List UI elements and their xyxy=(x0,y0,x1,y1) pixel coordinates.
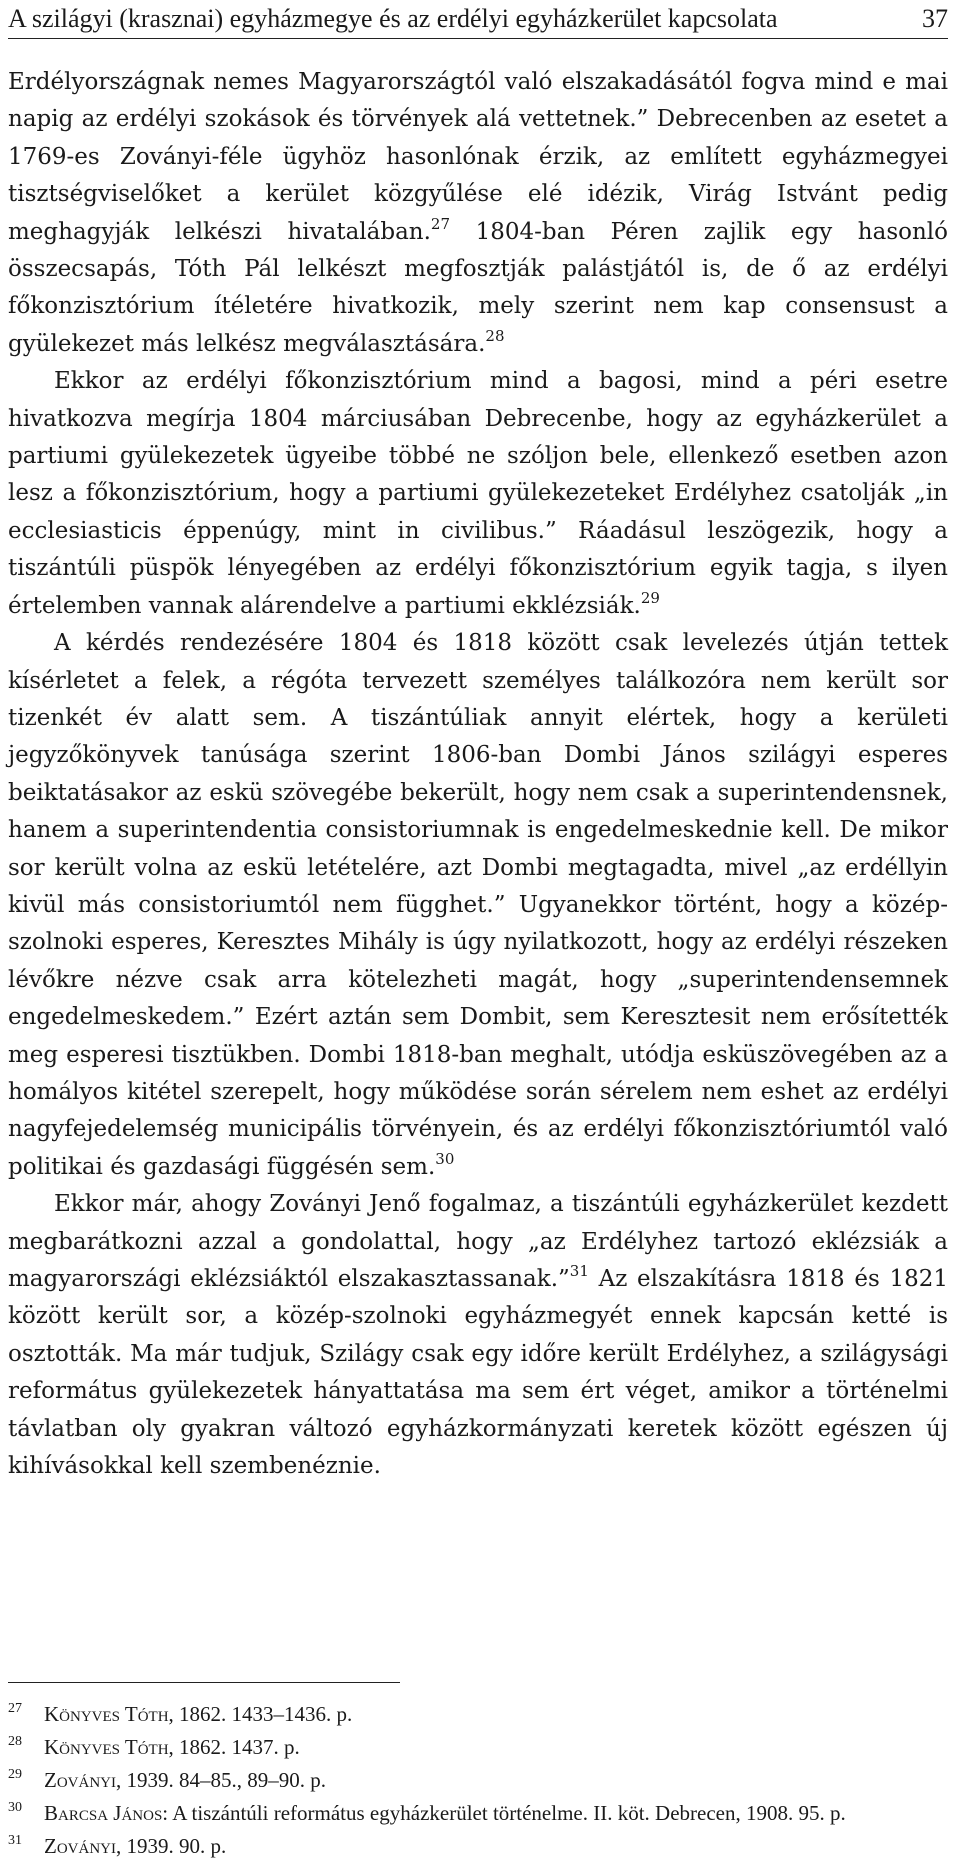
footnote-number: 29 xyxy=(8,1767,22,1782)
text-run: Erdélyországnak nemes Magyarországtól való elszakadásától fogva mind e mai napig az erdélyi szokások és törvények alá vettetnek.” Debrecenben az esetet a 1769-es Zoványi-féle ügyhöz hasonlónak érzik, az említett egyházmegyei tisztségviselőket a kerület közgyűlése elé idézik, Virág Istvánt pedig meghagyják lelkészi hivatalában. xyxy=(8,69,948,245)
text-run: Ekkor az erdélyi főkonzisztórium mind a bagosi, mind a péri esetre hivatkozva megírja 1804 márciusában Debrecenbe, hogy az egyházkerület a partiumi gyülekezetek ügyeibe többé ne szóljon bele, ellenkező esetben azon lesz a főkonzisztórium, hogy a partiumi gyülekezeteket Erdélyhez csatolják „in ecclesiasticis éppenúgy, mint in civilibus.” Ráadásul leszögezik, hogy a tiszántúli püspök lényegében az erdélyi főkonzisztórium egyik tagja, s ilyen értelemben vannak alárendelve a partiumi ekklézsiák. xyxy=(8,368,948,619)
footnote xyxy=(8,1764,948,1797)
text-run: 1804-ban Péren zajlik egy hasonló összecsapás, Tóth Pál lelkészt megfosztják palástjától is, de ő az erdélyi főkonzisztórium ítéletére hivatkozik, mely szerint nem kap consensust a gyülekezet más lelkész megválasztására. xyxy=(8,218,948,357)
footnote xyxy=(8,1698,948,1731)
footnote-ref[interactable]: 31 xyxy=(569,1262,589,1280)
text-run: Az elszakításra 1818 és 1821 között került sor, a közép-szolnoki egyházmegyét ennek kapcsán ketté is osztották. Ma már tudjuk, Szilágy csak egy időre került Erdélyhez, a szilágysági református gyülekezetek hányattatása ma sem ért véget, amikor a történelmi távlatban oly gyakran változó egyházkormányzati keretek között egészen új kihívásokkal kell szembenéznie. xyxy=(8,1266,948,1480)
footnote xyxy=(8,1797,948,1830)
citation-text: , 1862. 1437. p. xyxy=(168,1735,300,1759)
author-name: Könyves Tóth xyxy=(44,1702,169,1726)
author-name: Zoványi xyxy=(44,1768,116,1792)
footnote-number: 30 xyxy=(8,1800,22,1815)
footnote xyxy=(8,1731,948,1764)
text-run: Ekkor már, ahogy Zoványi Jenő fogalmaz, a tiszántúli egyházkerület kezdett megbarátkozni azzal a gondolattal, hogy „az Erdélyhez tartozó eklézsiák a magyarországi eklézsiáktól elszakasztassanak.” xyxy=(8,1191,948,1292)
citation-text: , 1862. 1433–1436. p. xyxy=(168,1702,353,1726)
author-name: Barcsa János xyxy=(44,1801,163,1825)
paragraph xyxy=(8,363,948,625)
footnote-ref[interactable]: 30 xyxy=(435,1149,455,1168)
footnote-number: 27 xyxy=(8,1701,22,1716)
citation-text: , 1939. 84–85., 89–90. p. xyxy=(116,1768,326,1792)
footnote-ref[interactable]: 27 xyxy=(430,214,450,233)
footnote-ref[interactable]: 28 xyxy=(485,326,505,345)
text-run: A kérdés rendezésére 1804 és 1818 között csak levelezés útján tettek kísérletet a felek, a régóta tervezett személyes találkozóra nem került sor tizenkét év alatt sem. A tiszántúliak annyit elértek, hogy a kerületi jegyzőkönyvek tanúsága szerint 1806-ban Dombi János szilágyi esperes beiktatásakor az eskü szövegébe bekerült, hogy nem csak a superintendensnek, hanem a superintendentia consistoriumnak is engedelmeskednie kell. De mikor sor került volna az eskü letételére, azt Dombi megtagadta, mivel „az erdéllyin kivül más consistoriumtól nem függhet.” Ugyanekkor történt, hogy a közép-szolnoki esperes, Keresztes Mihály is úgy nyilatkozott, hogy az erdélyi részeken lévőkre nézve csak arra kötelezheti magát, hogy „superintendensemnek engedelmeskedem.” Ezért aztán sem Dombit, sem Keresztesit nem erősítették meg esperesi tisztükben. Dombi 1818-ban meghalt, utódja esküszövegében az a homályos kitétel szerepelt, hogy működése során sérelem nem eshet az erdélyi nagyfejedelemség municipális törvényein, és az erdélyi főkonzisztóriumtól való politikai és gazdasági függésén sem. xyxy=(8,630,948,1180)
footnote-separator xyxy=(8,1682,400,1683)
page-number: 37 xyxy=(922,4,948,33)
footnote-number: 31 xyxy=(8,1833,22,1848)
author-name: Zoványi xyxy=(44,1834,116,1858)
running-title: A szilágyi (krasznai) egyházmegye és az erdélyi egyházkerület kapcsolata xyxy=(8,4,778,33)
paragraph xyxy=(8,625,948,1186)
author-name: Könyves Tóth xyxy=(44,1735,169,1759)
running-header xyxy=(8,2,948,39)
citation-text: , 1939. 90. p. xyxy=(116,1834,227,1858)
paragraph xyxy=(8,1186,948,1485)
citation-text: : A tiszántúli református egyházkerület történelme. II. köt. Debrecen, 1908. 95. p. xyxy=(162,1801,846,1825)
footnote-ref[interactable]: 29 xyxy=(640,588,660,607)
paragraph xyxy=(8,64,948,363)
footnote xyxy=(8,1830,948,1863)
footnote-number: 28 xyxy=(8,1734,22,1749)
body-text xyxy=(8,64,948,1485)
